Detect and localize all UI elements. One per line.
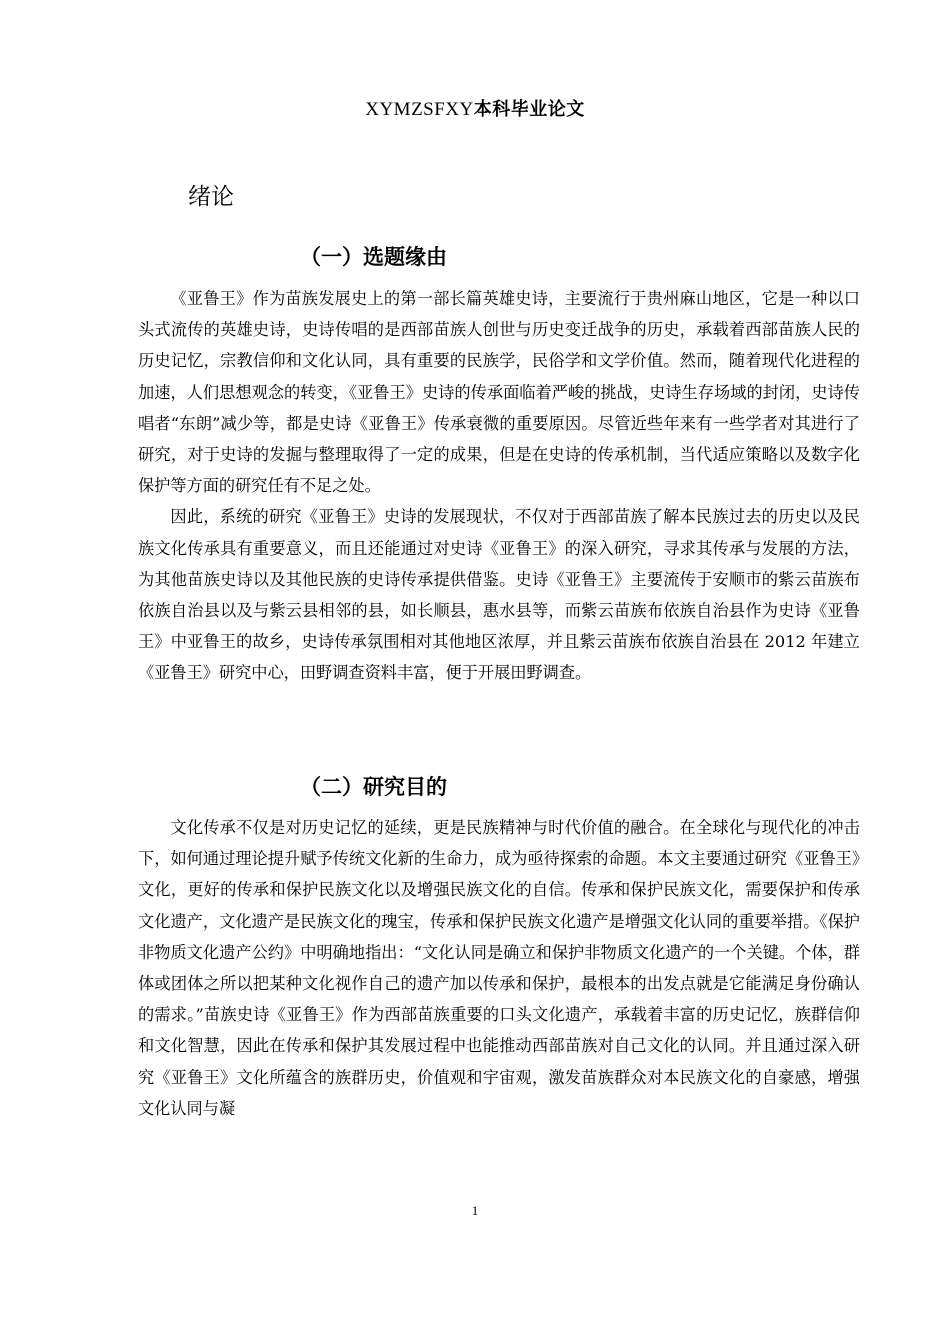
page-header <box>0 95 950 121</box>
section-1-body <box>138 283 860 689</box>
page-number: 1 <box>471 1203 479 1218</box>
paragraph: 因此，系统的研究《亚鲁王》史诗的发展现状，不仅对于西部苗族了解本民族过去的历史以及民族文化传承具有重要意义，而且还能通过对史诗《亚鲁王》的深入研究，寻求其传承与发展的方法，为其他苗族史诗以及其他民族的史诗传承提供借鉴。史诗《亚鲁王》主要流传于安顺市的紫云苗族布依族自治县以及与紫云县相邻的县，如长顺县，惠水县等，而紫云苗族布依族自治县作为史诗《亚鲁王》中亚鲁王的故乡，史诗传承氛围相对其他地区浓厚，并且紫云苗族布依族自治县在 2012 年建立《亚鲁王》研究中心，田野调查资料丰富，便于开展田野调查。 <box>138 507 860 683</box>
section-heading-2: （二）研究目的 <box>300 775 447 799</box>
section-2-body <box>138 812 860 1124</box>
header-code: XYMZSFXY <box>365 99 474 120</box>
chapter-title: 绪论 <box>188 184 234 210</box>
paragraph: 《亚鲁王》作为苗族发展史上的第一部长篇英雄史诗，主要流行于贵州麻山地区，它是一种以口头式流传的英雄史诗，史诗传唱的是西部苗族人创世与历史变迁战争的历史，承载着西部苗族人民的历史记忆，宗教信仰和文化认同，具有重要的民族学，民俗学和文学价值。然而，随着现代化进程的加速，人们思想观念的转变，《亚鲁王》史诗的传承面临着严峻的挑战，史诗生存场域的封闭，史诗传唱者“东朗”减少等，都是史诗《亚鲁王》传承衰微的重要原因。尽管近些年来有一些学者对其进行了研究，对于史诗的发掘与整理取得了一定的成果，但是在史诗的传承机制，当代适应策略以及数字化保护等方面的研究任有不足之处。 <box>138 289 860 496</box>
header-title: 本科毕业论文 <box>473 99 585 120</box>
section-heading-1: （一）选题缘由 <box>300 245 447 269</box>
paragraph: 文化传承不仅是对历史记忆的延续，更是民族精神与时代价值的融合。在全球化与现代化的冲击下，如何通过理论提升赋予传统文化新的生命力，成为亟待探索的命题。本文主要通过研究《亚鲁王》文化，更好的传承和保护民族文化以及增强民族文化的自信。传承和保护民族文化，需要保护和传承文化遗产，文化遗产是民族文化的瑰宝，传承和保护民族文化遗产是增强文化认同的重要举措。《保护非物质文化遗产公约》中明确地指出：“文化认同是确立和保护非物质文化遗产的一个关键。个体，群体或团体之所以把某种文化视作自己的遗产加以传承和保护，最根本的出发点就是它能满足身份确认的需求。”苗族史诗《亚鲁王》作为西部苗族重要的口头文化遗产，承载着丰富的历史记忆，族群信仰和文化智慧，因此在传承和保护其发展过程中也能推动西部苗族对自己文化的认同。并且通过深入研究《亚鲁王》文化所蕴含的族群历史，价值观和宇宙观，激发苗族群众对本民族文化的自豪感，增强文化认同与凝 <box>138 818 860 1118</box>
